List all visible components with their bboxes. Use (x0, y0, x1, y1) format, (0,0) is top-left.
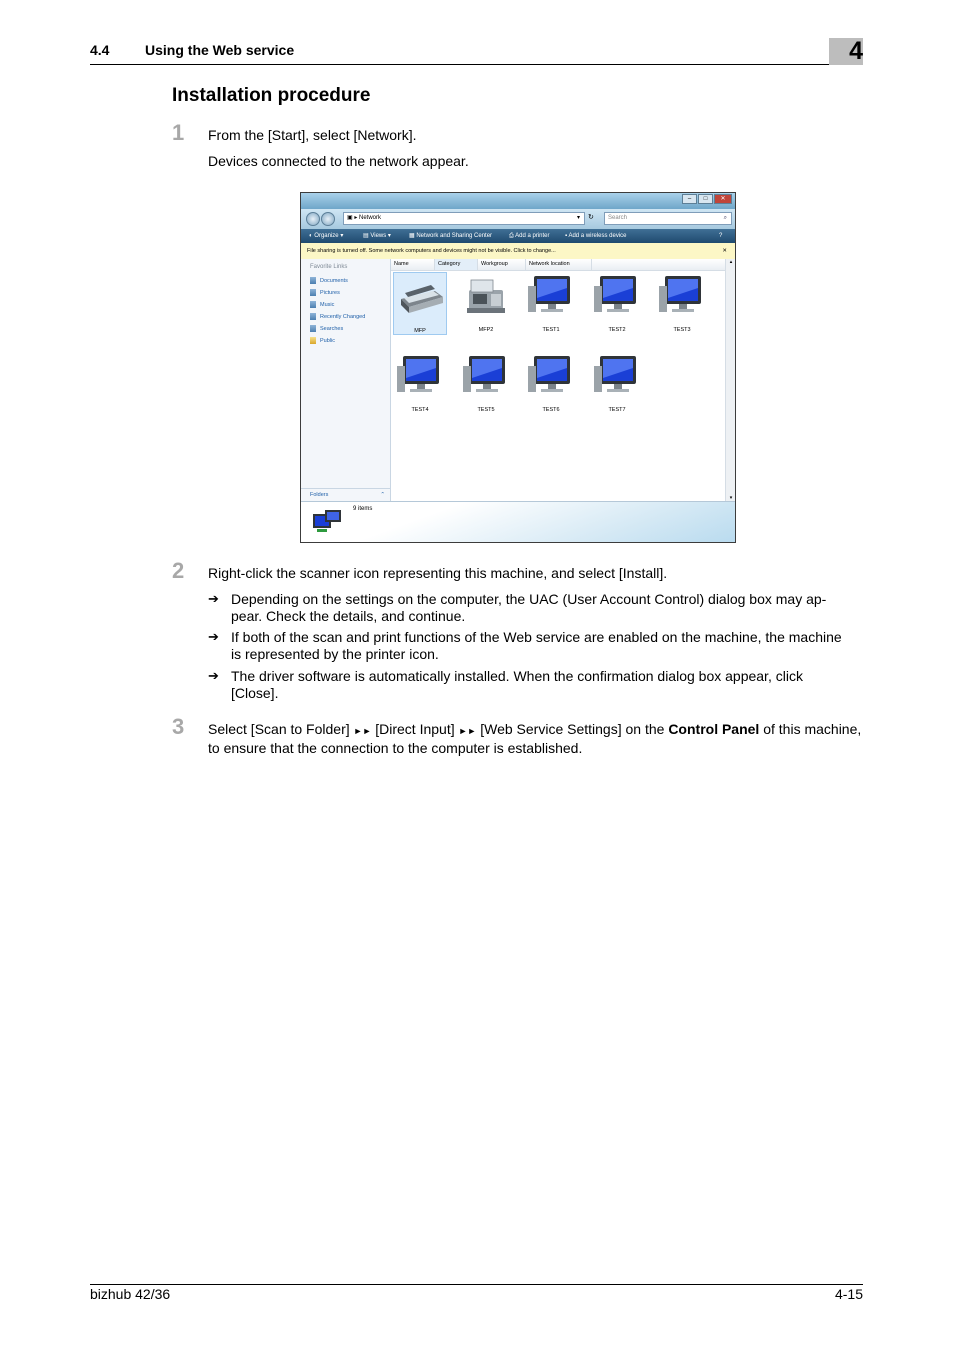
section-title: Using the Web service (145, 42, 295, 58)
column-name[interactable]: Name (391, 259, 435, 270)
computer-icon (526, 352, 576, 398)
organize-button[interactable]: ◐ Organize ▾ (309, 233, 344, 239)
pictures-icon (310, 289, 316, 296)
device-label: TEST7 (608, 407, 626, 413)
device-item-test1[interactable] (524, 272, 578, 333)
double-arrow-icon: ►► (458, 726, 477, 736)
forward-icon[interactable] (321, 212, 335, 226)
folders-toggle[interactable]: Folders ⌃ (301, 488, 390, 501)
device-label: MFP (414, 328, 426, 334)
fav-public[interactable]: Public (310, 337, 335, 344)
device-item-mfp[interactable] (393, 272, 447, 335)
search-input[interactable] (604, 212, 732, 225)
double-arrow-icon: ►► (353, 726, 372, 736)
page-title: Installation procedure (172, 85, 371, 106)
scroll-up-icon[interactable]: ▴ (729, 259, 733, 265)
address-text: Network (359, 215, 382, 221)
documents-icon (310, 277, 316, 284)
computer-icon (395, 352, 445, 398)
favorite-links-title: Favorite Links (310, 264, 348, 270)
minimize-icon[interactable]: – (682, 194, 697, 204)
step-number-3: 3 (172, 714, 185, 739)
device-item-test7[interactable] (590, 352, 644, 413)
back-icon[interactable] (306, 212, 320, 226)
address-bar[interactable] (343, 212, 585, 225)
refresh-icon[interactable]: ↻ (588, 214, 594, 221)
vertical-scrollbar[interactable] (725, 259, 736, 501)
chapter-number: 4 (849, 37, 863, 65)
views-button[interactable]: ▤ Views ▾ (363, 233, 391, 239)
close-icon[interactable]: ✕ (722, 248, 727, 254)
network-center-button[interactable]: ▦ Network and Sharing Center (409, 233, 493, 239)
device-item-test4[interactable] (393, 352, 447, 413)
step-3-text: Select [Scan to Folder] ►► [Direct Input] ►► [Web Service Settings] on the Control Panel of this machine, to ensure that the connection to the computer is established. (208, 721, 862, 756)
computer-icon (461, 352, 511, 398)
chevron-up-icon: ⌃ (380, 492, 385, 498)
item-count: 9 items (353, 506, 373, 512)
column-header (391, 259, 725, 271)
fav-recently-changed[interactable]: Recently Changed (310, 313, 365, 320)
search-icon[interactable]: ⌕ (723, 215, 727, 221)
device-label: TEST2 (608, 327, 626, 333)
step-1-note: Devices connected to the network appear. (208, 153, 469, 169)
arrow-icon: ➔ (208, 629, 219, 644)
footer-product: bizhub 42/36 (90, 1286, 171, 1302)
footer-page-number: 4-15 (834, 1286, 863, 1302)
device-item-test3[interactable] (655, 272, 709, 333)
column-network-location[interactable]: Network location (526, 259, 592, 270)
network-window-screenshot (300, 192, 736, 543)
maximize-icon[interactable]: □ (698, 194, 713, 204)
fav-pictures[interactable]: Pictures (310, 289, 340, 296)
footer-rule (90, 1284, 863, 1285)
scanner-icon (395, 273, 445, 319)
step-number-1: 1 (172, 120, 185, 145)
device-label: MFP2 (478, 327, 494, 333)
window-title-bar (301, 193, 735, 209)
search-placeholder: Search (608, 215, 628, 221)
device-label: TEST5 (477, 407, 495, 413)
scroll-down-icon[interactable]: ▾ (729, 495, 733, 501)
help-icon[interactable]: ? (719, 233, 723, 239)
recent-icon (310, 313, 316, 320)
column-category[interactable]: Category (435, 259, 478, 270)
navigation-pane (301, 259, 391, 501)
device-label: TEST1 (542, 327, 560, 333)
section-number: 4.4 (90, 42, 110, 58)
device-item-test6[interactable] (524, 352, 578, 413)
step-number-2: 2 (172, 558, 185, 583)
device-item-mfp2[interactable] (459, 272, 513, 333)
computer-icon (592, 272, 642, 318)
computer-icon (657, 272, 707, 318)
arrow-icon: ➔ (208, 591, 219, 606)
step-2-bullet-2: If both of the scan and print functions of the Web service are enabled on the machine, the machine is represented by the printer icon. (231, 629, 842, 662)
device-item-test2[interactable] (590, 272, 644, 333)
step-1-text: From the [Start], select [Network]. (208, 127, 417, 143)
device-item-test5[interactable] (459, 352, 513, 413)
printer-icon (461, 272, 511, 318)
column-workgroup[interactable]: Workgroup (478, 259, 526, 270)
computer-icon (526, 272, 576, 318)
computer-icon (592, 352, 642, 398)
toolbar (301, 229, 735, 243)
device-label: TEST4 (411, 407, 429, 413)
arrow-icon: ➔ (208, 668, 219, 683)
details-pane (301, 501, 735, 543)
step-2-text: Right-click the scanner icon representing this machine, and select [Install]. (208, 565, 668, 581)
network-computers-icon (311, 508, 343, 536)
fav-searches[interactable]: Searches (310, 325, 343, 332)
header-rule (90, 64, 863, 65)
info-bar-text: File sharing is turned off. Some network computers and devices might not be visible. Click to change... (307, 248, 556, 254)
fav-music[interactable]: Music (310, 301, 334, 308)
device-label: TEST3 (673, 327, 691, 333)
folder-icon (310, 337, 316, 344)
add-wireless-button[interactable]: ▪ Add a wireless device (565, 233, 627, 239)
step-2-bullet-3: The driver software is automatically installed. When the confirmation dialog box appear, click [Close]. (231, 668, 803, 701)
music-icon (310, 301, 316, 308)
add-printer-button[interactable]: ⎙ Add a printer (509, 233, 550, 239)
chevron-down-icon[interactable]: ▾ (576, 215, 580, 221)
searches-icon (310, 325, 316, 332)
navigation-bar (301, 209, 735, 229)
fav-documents[interactable]: Documents (310, 277, 348, 284)
info-bar[interactable] (301, 243, 735, 260)
device-label: TEST6 (542, 407, 560, 413)
network-icon: ▣ ▸ (347, 215, 360, 221)
step-2-bullet-1: Depending on the settings on the computer, the UAC (User Account Control) dialog box may ap- pear. Check the details, and continue. (231, 591, 827, 624)
close-icon[interactable]: ✕ (714, 194, 732, 204)
